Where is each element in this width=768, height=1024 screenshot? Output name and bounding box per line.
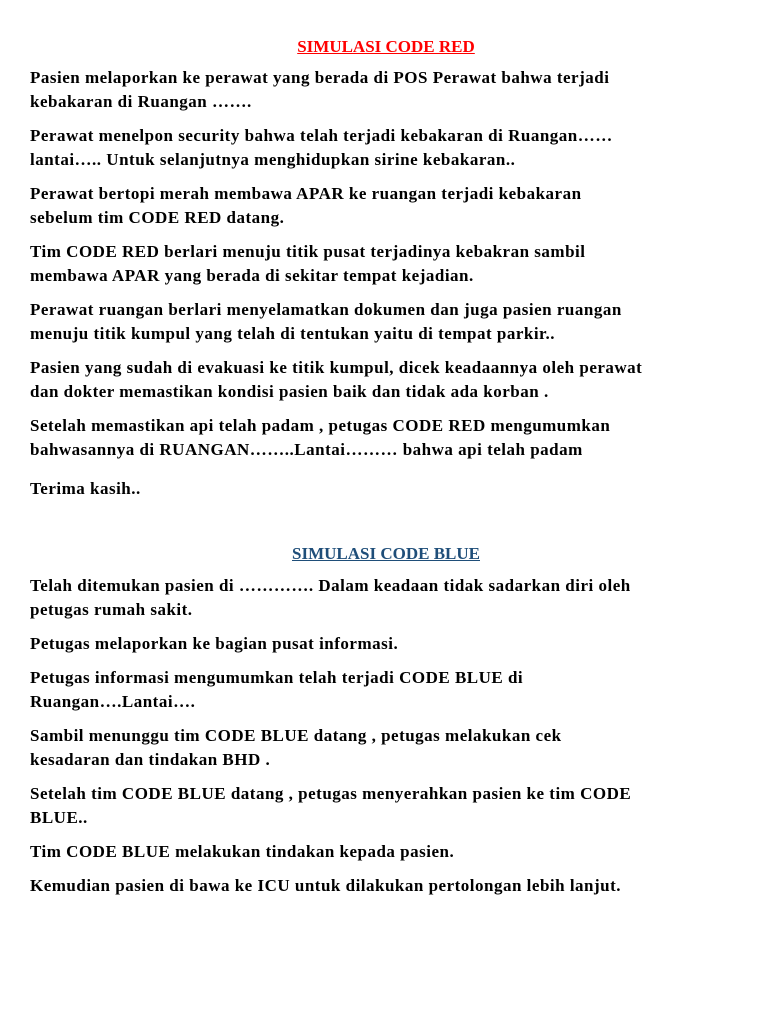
code-red-paragraph: Pasien melaporkan ke perawat yang berada di POS Perawat bahwa terjadi kebakaran di Ruangan ……. [30, 68, 610, 111]
code-blue-paragraph: Petugas informasi mengumumkan telah terjadi CODE BLUE di Ruangan….Lantai…. [30, 668, 524, 711]
code-red-paragraph: Perawat ruangan berlari menyelamatkan dokumen dan juga pasien ruangan menuju titik kumpul yang telah di tentukan yaitu di tempat parkir.. [30, 300, 622, 343]
code-blue-paragraph: Tim CODE BLUE melakukan tindakan kepada pasien. [30, 842, 455, 861]
code-red-paragraph: Perawat bertopi merah membawa APAR ke ruangan terjadi kebakaran sebelum tim CODE RED datang. [30, 184, 582, 227]
code-blue-paragraph: Kemudian pasien di bawa ke ICU untuk dilakukan pertolongan lebih lanjut. [30, 876, 622, 895]
code-red-paragraph: Setelah memastikan api telah padam , petugas CODE RED mengumumkan bahwasannya di RUANGAN……..Lantai……… bahwa api telah padam [30, 416, 611, 459]
code-red-title: SIMULASI CODE RED [297, 37, 475, 56]
code-blue-section [30, 574, 742, 898]
code-blue-paragraph: Setelah tim CODE BLUE datang , petugas menyerahkan pasien ke tim CODE BLUE.. [30, 784, 632, 827]
code-red-paragraph: Perawat menelpon security bahwa telah terjadi kebakaran di Ruangan…… lantai….. Untuk selanjutnya menghidupkan sirine kebakaran.. [30, 126, 613, 169]
code-red-section [30, 66, 742, 501]
code-blue-title: SIMULASI CODE BLUE [292, 544, 480, 563]
document-page [30, 0, 742, 898]
code-red-paragraph: Tim CODE RED berlari menuju titik pusat terjadinya kebakran sambil membawa APAR yang berada di sekitar tempat kejadian. [30, 242, 586, 285]
code-blue-paragraph: Petugas melaporkan ke bagian pusat informasi. [30, 634, 399, 653]
code-red-paragraph: Pasien yang sudah di evakuasi ke titik kumpul, dicek keadaannya oleh perawat dan dokter memastikan kondisi pasien baik dan tidak ada korban . [30, 358, 643, 401]
code-red-closing: Terima kasih.. [30, 479, 141, 498]
code-blue-paragraph: Sambil menunggu tim CODE BLUE datang , petugas melakukan cek kesadaran dan tindakan BHD . [30, 726, 562, 769]
code-blue-paragraph: Telah ditemukan pasien di …………. Dalam keadaan tidak sadarkan diri oleh petugas rumah sakit. [30, 576, 631, 619]
